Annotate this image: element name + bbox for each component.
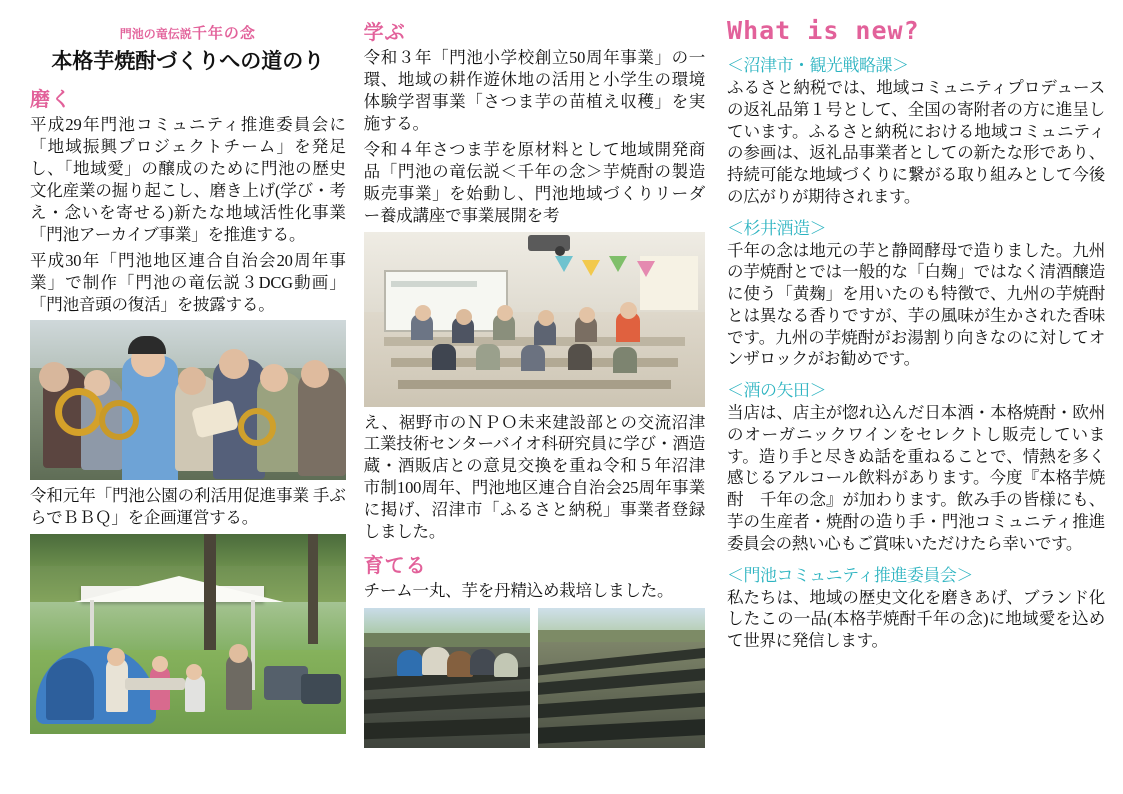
right-column: [715, 10, 1111, 784]
news-heading-sake-no-yata: ＜酒の矢田＞: [727, 381, 827, 401]
news-text-numazu-city: ふるさと納税では、地域コミュニティプロデュースの返礼品第１号として、全国の寄附者の方に進呈しています。ふるさと納税における地域コミュニティの参画は、返礼品事業者としての新たな形であり、持続可能な地域づくりに繋がる取り組みとして今後の広がりが期待されます。: [727, 78, 1105, 206]
section-heading-migaku: 磨く: [30, 89, 72, 111]
page-title: 本格芋焼酎づくりへの道のり: [51, 49, 325, 73]
news-heading-sugii-brewery: ＜杉井酒造＞: [727, 218, 827, 238]
caption-reiwa-gannen: 令和元年「門池公園の利活用促進事業 手ぶらでＢＢＱ」を企画運営する。: [30, 486, 346, 528]
paragraph-manabu-3: え、裾野市のＮＰＯ未来建設部との交流沼津工業技術センターバイオ科研究員に学び・酒造蔵・酒販店との意見交換を重ね令和５年沼津市制100周年、門池地区連合自治会25周年事業に掲げ、沼津市「ふるさと納税」事業者登録しました。: [363, 412, 706, 542]
paragraph-manabu-2: 令和４年さつま芋を原材料として地域開発商品「門池の竜伝説＜千年の念＞芋焼酎の製造販売事業」を始動し、門池地域づくりリーダー養成講座で事業展開を考: [363, 139, 706, 225]
news-block-kadoike-committee: [727, 561, 1105, 652]
left-column: [12, 10, 354, 784]
news-text-kadoike-committee: 私たちは、地域の歴史文化を磨きあげ、ブランド化したこの一品(本格芋焼酎千年の念)に地域愛を込めて世界に発信します。: [727, 587, 1105, 651]
festival-marching-band-photo: [30, 320, 346, 480]
community-classroom-lecture-photo: [364, 232, 705, 407]
news-text-sugii-brewery: 千年の念は地元の芋と静岡酵母で造りました。九州の芋焼酎とでは一般的な「白麹」ではなく清酒醸造に使う「黄麹」を用いたのも特徴で、九州の芋焼酎とは異なる香りですが、芋の風味が生かされた香味です。九州の芋焼酎がお湯割り向きなのに対してオンザロックがお勧めです。: [727, 240, 1105, 369]
section-heading-manabu: 学ぶ: [363, 22, 406, 44]
field-photos-row: [364, 608, 705, 748]
paragraph-migaku-1: 平成29年門池コミュニティ推進委員会に「地域振興プロジェクトチーム」を発足し、「地域愛」の醸成のために門池の歴史文化産業の掘り起こし、磨き上げ(学び・考え・念いを寄せる)新たな地域活性化事業「門池アーカイブ事業」を推進する。: [30, 115, 346, 244]
news-heading-kadoike-committee: ＜門池コミュニティ推進委員会＞: [727, 565, 973, 585]
park-bbq-tent-photo: [30, 534, 346, 734]
news-heading-numazu-city: ＜沼津市・観光戦略課＞: [727, 56, 909, 75]
news-block-sake-no-yata: [727, 376, 1105, 554]
news-text-sake-no-yata: 当店は、店主が惚れ込んだ日本酒・本格焼酎・欧州のオーガニックワインをセレクトし販売しています。造り手と尽きぬ話を重ねることで、情熱を多く感じるアルコール飲料があります。今度『本格芋焼酎 千年の念』が加わります。飲み手の皆様にも、芋の生産者・焼酎の造り手・門池コミュニティ推進委員会の熱い心もご賞味いただけたら幸いです。: [727, 403, 1105, 553]
cultivated-field-rows-photo: [538, 608, 705, 748]
kicker-title: [30, 22, 346, 43]
kicker-small-text: 門池の竜伝説: [119, 27, 192, 41]
section-heading-sodateru: 育てる: [363, 555, 427, 578]
paragraph-migaku-2: 平成30年「門池地区連合自治会20周年事業」で制作「門池の竜伝説３DCG動画」「門池音頭の復活」を披露する。: [30, 250, 346, 314]
kicker-large-text: 千年の念: [191, 24, 256, 42]
sweet-potato-planting-photo: [364, 608, 531, 748]
news-block-numazu-city: [727, 51, 1105, 208]
paragraph-sodateru: チーム一丸、芋を丹精込め栽培しました。: [363, 581, 674, 601]
news-block-sugii-brewery: [727, 214, 1105, 371]
middle-column: [354, 10, 715, 784]
paragraph-manabu-1: 令和３年「門池小学校創立50周年事業」の一環、地域の耕作遊休地の活用と小学生の環境体験学習事業「さつま芋の苗植え収穫」を実施する。: [363, 48, 706, 133]
whats-new-title: What is new?: [727, 16, 920, 45]
